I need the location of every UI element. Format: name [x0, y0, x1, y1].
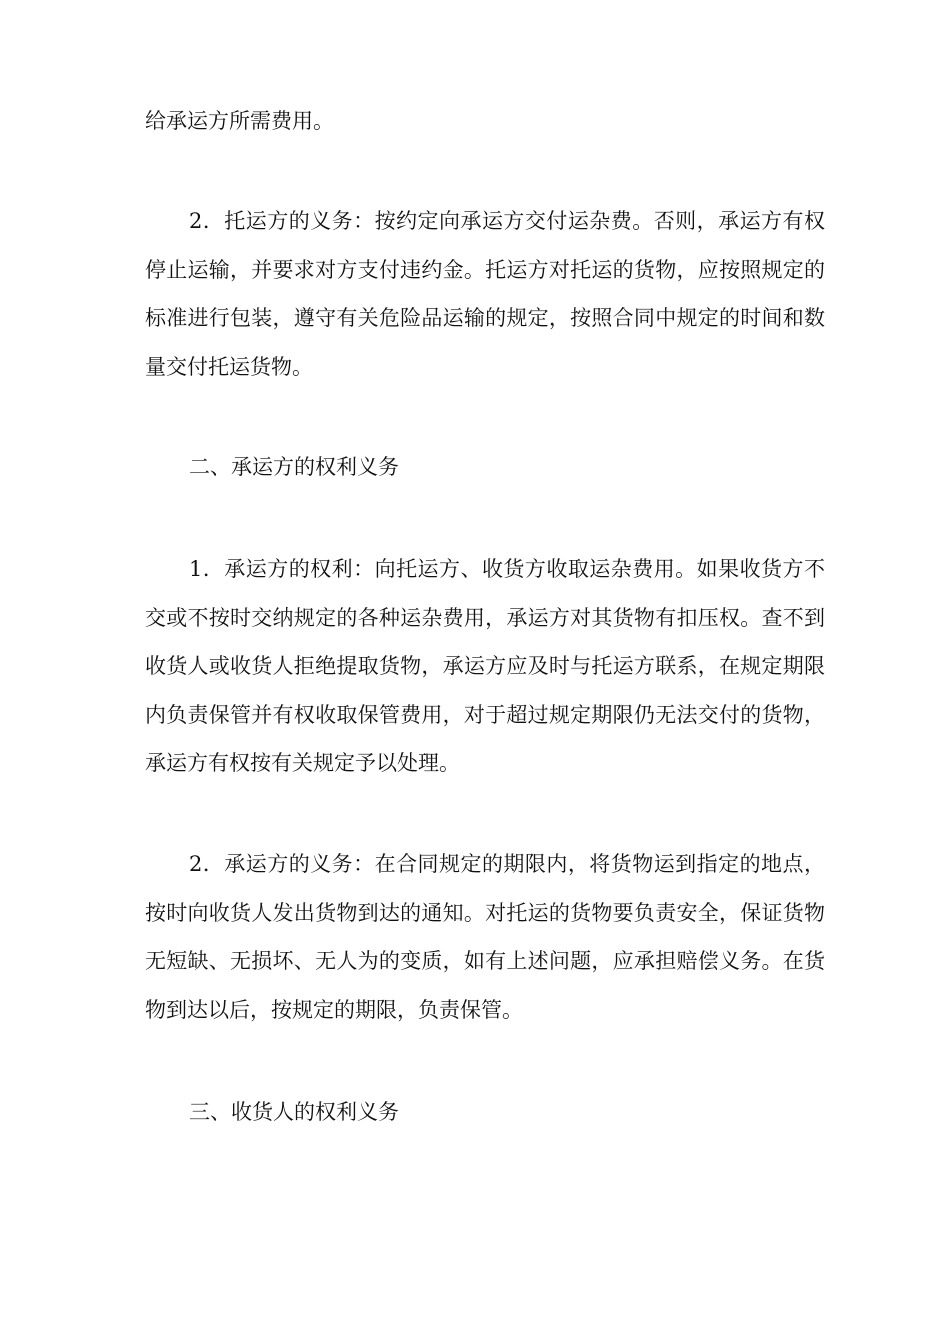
- paragraph-shipper-obligations: 2．托运方的义务：按约定向承运方交付运杂费。否则，承运方有权停止运输，并要求对方支付违约金。托运方对托运的货物，应按照规定的标准进行包装，遵守有关危险品运输的规定，按照合同中规定的时间和数量交付托运货物。: [145, 209, 825, 379]
- section-heading-consignee: 三、收货人的权利义务: [189, 1100, 399, 1124]
- paragraph-carrier-obligations: 2．承运方的义务：在合同规定的期限内，将货物运到指定的地点，按时向收货人发出货物到达的通知。对托运的货物要负责安全，保证货物无短缺、无损坏、无人为的变质，如有上述问题，应承担赔偿义务。在货物到达以后，按规定的期限，负责保管。: [145, 852, 825, 1022]
- section-heading-carrier: 二、承运方的权利义务: [189, 455, 399, 479]
- paragraph-carrier-rights: 1．承运方的权利：向托运方、收货方收取运杂费用。如果收货方不交或不按时交纳规定的各种运杂费用，承运方对其货物有扣压权。查不到收货人或收货人拒绝提取货物，承运方应及时与托运方联系，在规定期限内负责保管并有权收取保管费用，对于超过规定期限仍无法交付的货物，承运方有权按有关规定予以处理。: [145, 557, 825, 775]
- paragraph-continuation: 给承运方所需费用。: [145, 109, 334, 133]
